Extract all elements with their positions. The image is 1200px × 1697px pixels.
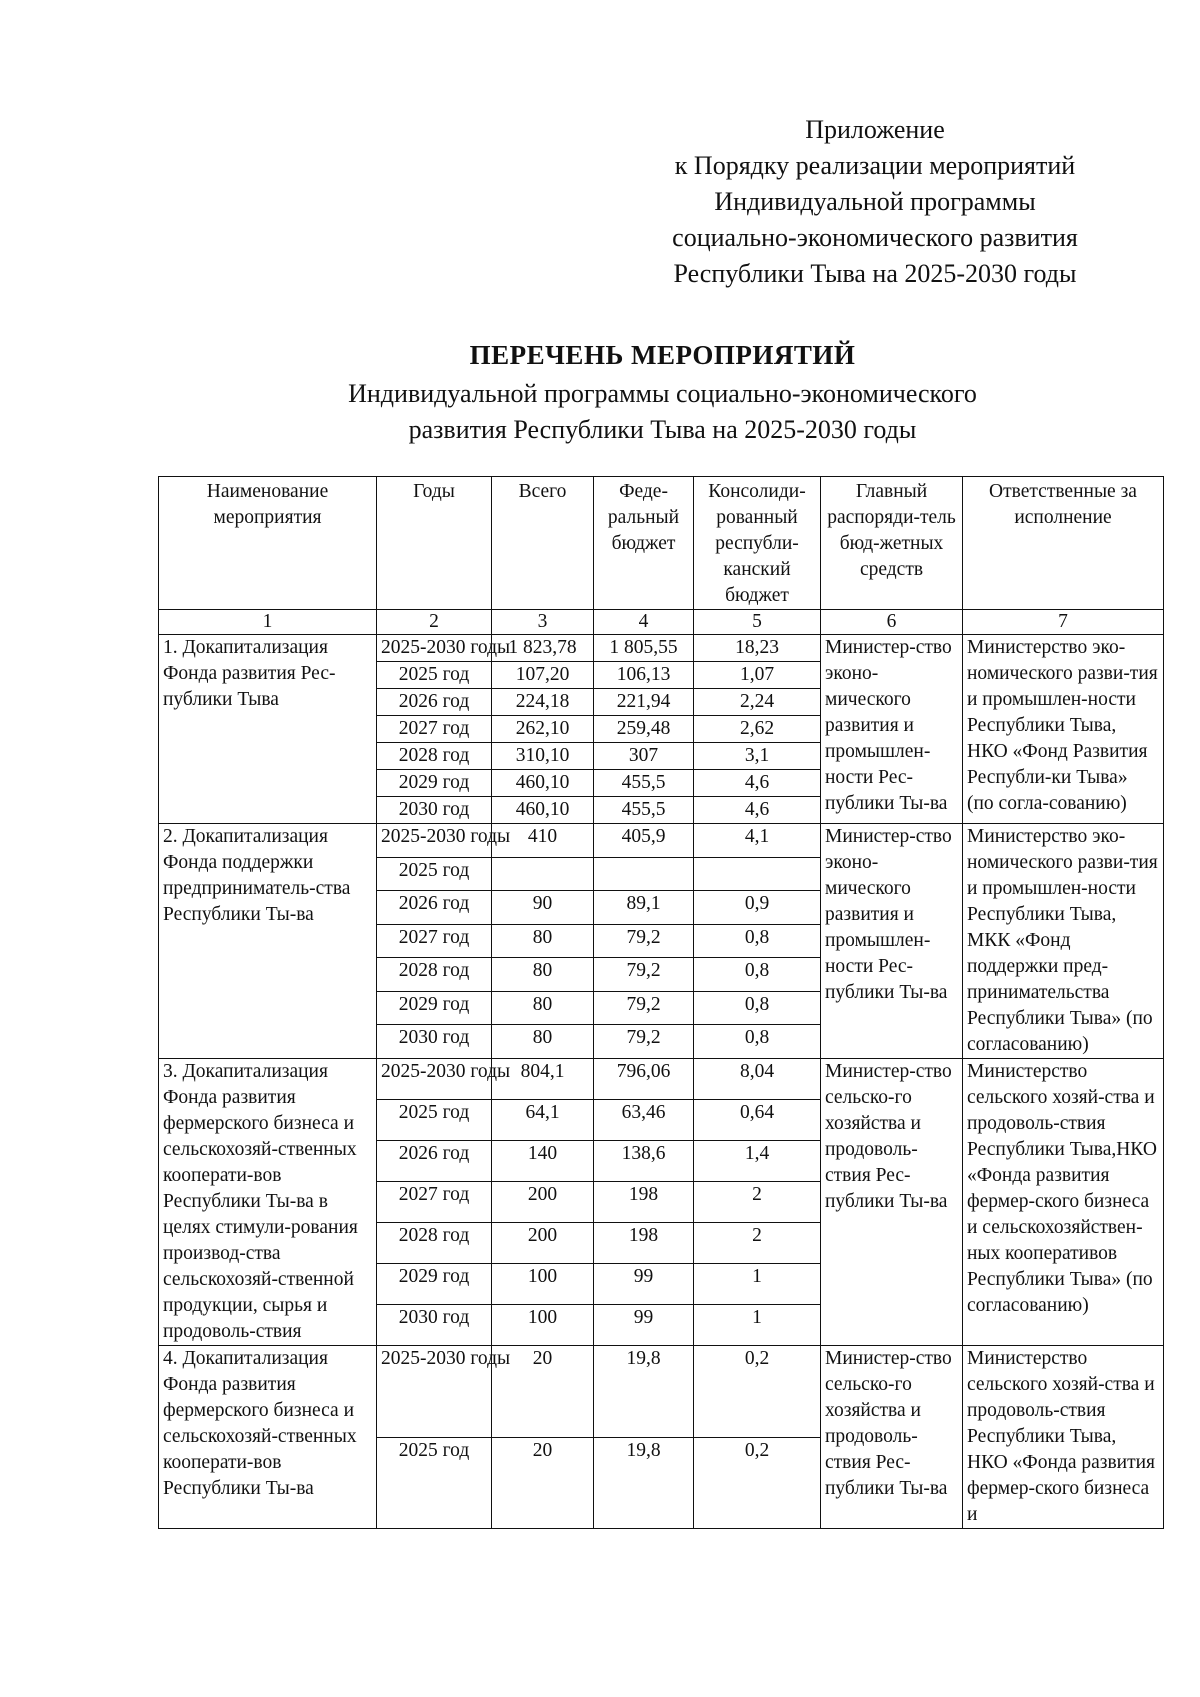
table-row bbox=[159, 1059, 1164, 1100]
federal-cell: 455,5 bbox=[594, 770, 694, 797]
table-row bbox=[159, 1346, 1164, 1438]
header-manager: Главный распоряди-тель бюд-жетных средств bbox=[821, 477, 963, 610]
regional-cell: 0,64 bbox=[694, 1100, 821, 1141]
regional-cell: 1 bbox=[694, 1305, 821, 1346]
column-number: 4 bbox=[594, 610, 694, 635]
total-cell: 80 bbox=[492, 924, 594, 958]
column-number-row bbox=[159, 610, 1164, 635]
federal-cell: 796,06 bbox=[594, 1059, 694, 1100]
year-cell: 2025 год bbox=[377, 662, 492, 689]
appendix-block bbox=[600, 112, 1150, 292]
column-number: 1 bbox=[159, 610, 377, 635]
federal-cell: 405,9 bbox=[594, 824, 694, 858]
budget-manager: Министер-ство эконо-мического развития и промышлен-ности Рес-публики Ты-ва bbox=[821, 635, 963, 824]
year-cell: 2025-2030 годы bbox=[377, 1346, 492, 1438]
total-cell: 80 bbox=[492, 1025, 594, 1059]
federal-cell: 79,2 bbox=[594, 924, 694, 958]
total-cell: 140 bbox=[492, 1141, 594, 1182]
total-cell: 410 bbox=[492, 824, 594, 858]
header-regional: Консолиди-рованный республи-канский бюджет bbox=[694, 477, 821, 610]
total-cell: 20 bbox=[492, 1437, 594, 1529]
year-cell: 2027 год bbox=[377, 1182, 492, 1223]
federal-cell: 198 bbox=[594, 1223, 694, 1264]
year-cell: 2027 год bbox=[377, 924, 492, 958]
document-subtitle bbox=[0, 376, 1200, 448]
regional-cell: 8,04 bbox=[694, 1059, 821, 1100]
budget-manager: Министер-ство эконо-мического развития и промышлен-ности Рес-публики Ты-ва bbox=[821, 824, 963, 1059]
regional-cell: 1 bbox=[694, 1264, 821, 1305]
regional-cell: 4,6 bbox=[694, 797, 821, 824]
total-cell: 64,1 bbox=[492, 1100, 594, 1141]
column-number: 2 bbox=[377, 610, 492, 635]
total-cell: 262,10 bbox=[492, 716, 594, 743]
total-cell: 100 bbox=[492, 1264, 594, 1305]
regional-cell: 1,07 bbox=[694, 662, 821, 689]
year-cell: 2025-2030 годы bbox=[377, 635, 492, 662]
measure-name: 3. Докапитализация Фонда развития фермерского бизнеса и сельскохозяй-ственных кооперати-вов Республики Ты-ва в целях стимули-рования производ-ства сельскохозяй-ственной продукции, сырья и продоволь-ствия bbox=[159, 1059, 377, 1346]
column-number: 5 bbox=[694, 610, 821, 635]
year-cell: 2025-2030 годы bbox=[377, 824, 492, 858]
federal-cell: 1 805,55 bbox=[594, 635, 694, 662]
header-row bbox=[159, 477, 1164, 610]
total-cell: 460,10 bbox=[492, 797, 594, 824]
total-cell bbox=[492, 857, 594, 891]
federal-cell: 89,1 bbox=[594, 891, 694, 925]
table-row bbox=[159, 824, 1164, 858]
federal-cell: 221,94 bbox=[594, 689, 694, 716]
year-cell: 2025-2030 годы bbox=[377, 1059, 492, 1100]
total-cell: 200 bbox=[492, 1182, 594, 1223]
regional-cell: 2,62 bbox=[694, 716, 821, 743]
regional-cell: 0,8 bbox=[694, 958, 821, 992]
federal-cell bbox=[594, 857, 694, 891]
year-cell: 2027 год bbox=[377, 716, 492, 743]
regional-cell bbox=[694, 857, 821, 891]
column-number: 7 bbox=[963, 610, 1164, 635]
document-title: ПЕРЕЧЕНЬ МЕРОПРИЯТИЙ bbox=[469, 340, 856, 370]
total-cell: 80 bbox=[492, 958, 594, 992]
total-cell: 804,1 bbox=[492, 1059, 594, 1100]
total-cell: 107,20 bbox=[492, 662, 594, 689]
total-cell: 224,18 bbox=[492, 689, 594, 716]
header-years: Годы bbox=[377, 477, 492, 610]
year-cell: 2026 год bbox=[377, 891, 492, 925]
regional-cell: 0,8 bbox=[694, 1025, 821, 1059]
year-cell: 2029 год bbox=[377, 1264, 492, 1305]
regional-cell: 18,23 bbox=[694, 635, 821, 662]
federal-cell: 19,8 bbox=[594, 1437, 694, 1529]
budget-manager: Министер-ство сельско-го хозяйства и продоволь-ствия Рес-публики Ты-ва bbox=[821, 1059, 963, 1346]
year-cell: 2028 год bbox=[377, 958, 492, 992]
regional-cell: 2 bbox=[694, 1182, 821, 1223]
table-body bbox=[159, 635, 1164, 1529]
year-cell: 2028 год bbox=[377, 743, 492, 770]
year-cell: 2026 год bbox=[377, 689, 492, 716]
year-cell: 2030 год bbox=[377, 797, 492, 824]
regional-cell: 0,8 bbox=[694, 924, 821, 958]
year-cell: 2030 год bbox=[377, 1025, 492, 1059]
appendix-line: Республики Тыва на 2025-2030 годы bbox=[673, 259, 1077, 288]
regional-cell: 0,9 bbox=[694, 891, 821, 925]
appendix-line: Индивидуальной программы bbox=[714, 187, 1036, 216]
appendix-line: Приложение bbox=[805, 115, 945, 144]
regional-cell: 0,2 bbox=[694, 1346, 821, 1438]
regional-cell: 0,8 bbox=[694, 991, 821, 1025]
column-number: 3 bbox=[492, 610, 594, 635]
measure-name: 4. Докапитализация Фонда развития фермерского бизнеса и сельскохозяй-ственных кооперати-вов Республики Ты-ва bbox=[159, 1346, 377, 1529]
header-federal: Феде-ральный бюджет bbox=[594, 477, 694, 610]
total-cell: 200 bbox=[492, 1223, 594, 1264]
federal-cell: 106,13 bbox=[594, 662, 694, 689]
year-cell: 2026 год bbox=[377, 1141, 492, 1182]
year-cell: 2030 год bbox=[377, 1305, 492, 1346]
appendix-line: к Порядку реализации мероприятий bbox=[674, 151, 1076, 180]
responsible-party: Министерство эко-номического разви-тия и промышлен-ности Республики Тыва, НКО «Фонд Развития Республи-ки Тыва» (по согла-сованию) bbox=[963, 635, 1164, 824]
year-cell: 2025 год bbox=[377, 1437, 492, 1529]
responsible-party: Министерство сельского хозяй-ства и продоволь-ствия Республики Тыва,НКО «Фонда развития фермер-ского бизнеса и сельскохозяйствен-ных кооперативов Республики Тыва» (по согласованию) bbox=[963, 1059, 1164, 1346]
regional-cell: 4,6 bbox=[694, 770, 821, 797]
appendix-line: социально-экономического развития bbox=[672, 223, 1078, 252]
measures-table bbox=[158, 476, 1164, 1529]
total-cell: 100 bbox=[492, 1305, 594, 1346]
subtitle-line: развития Республики Тыва на 2025-2030 годы bbox=[408, 415, 917, 444]
federal-cell: 99 bbox=[594, 1305, 694, 1346]
federal-cell: 307 bbox=[594, 743, 694, 770]
total-cell: 90 bbox=[492, 891, 594, 925]
subtitle-line: Индивидуальной программы социально-экономического bbox=[348, 379, 977, 408]
total-cell: 20 bbox=[492, 1346, 594, 1438]
regional-cell: 2 bbox=[694, 1223, 821, 1264]
year-cell: 2025 год bbox=[377, 857, 492, 891]
federal-cell: 79,2 bbox=[594, 991, 694, 1025]
total-cell: 310,10 bbox=[492, 743, 594, 770]
column-number: 6 bbox=[821, 610, 963, 635]
header-responsible: Ответственные за исполнение bbox=[963, 477, 1164, 610]
year-cell: 2029 год bbox=[377, 770, 492, 797]
budget-manager: Министер-ство сельско-го хозяйства и продоволь-ствия Рес-публики Ты-ва bbox=[821, 1346, 963, 1529]
total-cell: 1 823,78 bbox=[492, 635, 594, 662]
federal-cell: 259,48 bbox=[594, 716, 694, 743]
measure-name: 2. Докапитализация Фонда поддержки предприниматель-ства Республики Ты-ва bbox=[159, 824, 377, 1059]
responsible-party: Министерство сельского хозяй-ства и продоволь-ствия Республики Тыва, НКО «Фонда развития фермер-ского бизнеса и bbox=[963, 1346, 1164, 1529]
year-cell: 2025 год bbox=[377, 1100, 492, 1141]
total-cell: 80 bbox=[492, 991, 594, 1025]
regional-cell: 3,1 bbox=[694, 743, 821, 770]
measure-name: 1. Докапитализация Фонда развития Рес-публики Тыва bbox=[159, 635, 377, 824]
federal-cell: 138,6 bbox=[594, 1141, 694, 1182]
total-cell: 460,10 bbox=[492, 770, 594, 797]
federal-cell: 79,2 bbox=[594, 1025, 694, 1059]
year-cell: 2028 год bbox=[377, 1223, 492, 1264]
federal-cell: 79,2 bbox=[594, 958, 694, 992]
regional-cell: 1,4 bbox=[694, 1141, 821, 1182]
regional-cell: 2,24 bbox=[694, 689, 821, 716]
federal-cell: 99 bbox=[594, 1264, 694, 1305]
federal-cell: 455,5 bbox=[594, 797, 694, 824]
federal-cell: 19,8 bbox=[594, 1346, 694, 1438]
federal-cell: 63,46 bbox=[594, 1100, 694, 1141]
table-row bbox=[159, 635, 1164, 662]
header-name: Наименование мероприятия bbox=[159, 477, 377, 610]
responsible-party: Министерство эко-номического разви-тия и промышлен-ности Республики Тыва, МКК «Фонд поддержки пред-принимательства Республики Тыва» (по согласованию) bbox=[963, 824, 1164, 1059]
regional-cell: 4,1 bbox=[694, 824, 821, 858]
regional-cell: 0,2 bbox=[694, 1437, 821, 1529]
federal-cell: 198 bbox=[594, 1182, 694, 1223]
year-cell: 2029 год bbox=[377, 991, 492, 1025]
header-total: Всего bbox=[492, 477, 594, 610]
